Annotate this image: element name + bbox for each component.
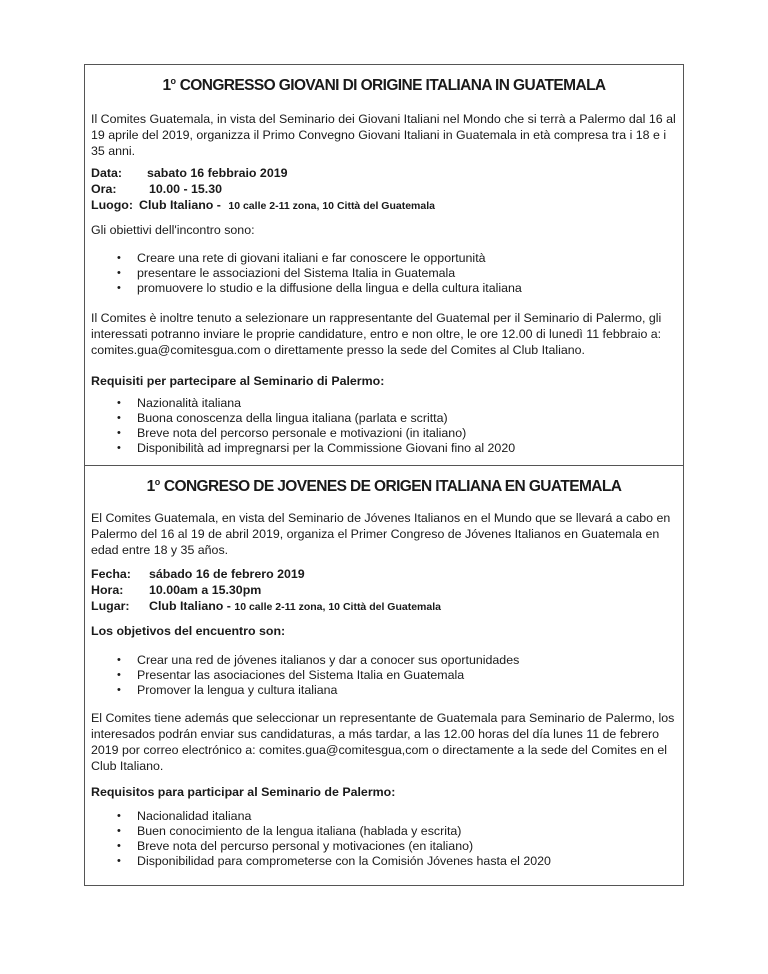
time-label: Ora: [91, 182, 117, 196]
italian-event-info [91, 165, 677, 213]
place-label: Lugar: [91, 599, 130, 613]
place-row [91, 598, 677, 614]
time-value: 10.00 - 15.30 [149, 182, 223, 196]
date-value: sábado 16 de febrero 2019 [149, 567, 305, 581]
spanish-objectives-list [91, 653, 677, 698]
italian-objectives-intro: Gli obiettivi dell'incontro sono: [91, 223, 255, 237]
italian-intro: Il Comites Guatemala, in vista del Seminario dei Giovani Italiani nel Mondo che si terrà a Palermo dal 16 al 19 aprile del 2019, organizza il Primo Convegno Giovani Italiani in Guatemala in età compresa tra i 18 e i 35 anni. [91, 112, 676, 158]
list-item: • Breve nota del percorso personale e motivazioni (in italiano) [91, 426, 677, 441]
place-address: 10 calle 2-11 zona, 10 Città del Guatemala [234, 601, 441, 613]
flyer-box [84, 64, 684, 886]
spanish-intro: El Comites Guatemala, en vista del Seminario de Jóvenes Italianos en el Mundo que se llevará a cabo en Palermo del 16 al 19 de abril 2019, organiza el Primer Congreso de Jóvenes Italianos en Guatemala en edad entre 18 y 35 años. [91, 511, 671, 557]
list-item: • Presentar las asociaciones del Sistema Italia en Guatemala [91, 668, 677, 683]
spanish-title: 1$^o$ CONGRESO DE JOVENES DE ORIGEN ITALIANA EN GUATEMALA [146, 477, 622, 495]
list-item: • Buen conocimiento de la lengua italiana (hablada y escrita) [91, 824, 677, 839]
list-item: • Crear una red de jóvenes italianos y dar a conocer sus oportunidades [91, 653, 677, 668]
list-item: • Nazionalità italiana [91, 396, 677, 411]
time-label: Hora: [91, 583, 124, 597]
italian-objectives-list [91, 251, 677, 296]
list-item: • Buona conoscenza della lingua italiana (parlata e scritta) [91, 411, 677, 426]
list-item: • Promover la lengua y cultura italiana [91, 683, 677, 698]
time-value: 10.00am a 15.30pm [149, 583, 262, 597]
time-row [91, 181, 677, 197]
place-value: Club Italiano - [139, 198, 221, 212]
list-item: • Disponibilità ad impregnarsi per la Commissione Giovani fino al 2020 [91, 441, 677, 456]
place-address: 10 calle 2-11 zona, 10 Città del Guatemala [228, 200, 435, 212]
spanish-requirements-list [91, 809, 677, 869]
date-row [91, 566, 677, 582]
time-row [91, 582, 677, 598]
italian-section [85, 65, 683, 465]
list-item: • presentare le associazioni del Sistema Italia in Guatemala [91, 266, 677, 281]
date-value: sabato 16 febbraio 2019 [147, 166, 288, 180]
spanish-event-info [91, 566, 677, 614]
place-value: Club Italiano - [149, 599, 231, 613]
place-row [91, 197, 677, 213]
spanish-selection-text: El Comites tiene además que seleccionar un representante de Guatemala para Seminario de Palermo, los interesados podrán enviar sus candidaturas, a más tardar, a las 12.00 horas del día lunes 11 de febrero 2019 por correo electrónico a: comites.gua@comitesgua,com o directamente a la sede del Comites en el Club Italiano. [91, 711, 675, 773]
italian-selection-text: Il Comites è inoltre tenuto a selezionare un rappresentante del Guatemal per il Seminario di Palermo, gli interessati potranno inviare le proprie candidature, entro e non oltre, le ore 12.00 di lunedì 11 febbraio a: comites.gua@comitesgua.com o direttamente presso la sede del Comites al Club Italiano. [91, 311, 662, 357]
place-label: Luogo: [91, 198, 133, 212]
list-item: • Breve nota del percurso personal y motivaciones (en italiano) [91, 839, 677, 854]
date-label: Data: [91, 166, 122, 180]
italian-requirements-list [91, 396, 677, 456]
spanish-section [85, 465, 683, 885]
italian-title: 1$^o$ CONGRESSO GIOVANI DI ORIGINE ITALIANA IN GUATEMALA [162, 76, 606, 94]
list-item: • Disponibilidad para comprometerse con la Comisión Jóvenes hasta el 2020 [91, 854, 677, 869]
spanish-objectives-intro: Los objetivos del encuentro son: [91, 624, 286, 638]
date-label: Fecha: [91, 567, 131, 581]
list-item: • Creare una rete di giovani italiani e far conoscere le opportunità [91, 251, 677, 266]
italian-requirements-heading: Requisiti per partecipare al Seminario di Palermo: [91, 374, 385, 388]
date-row [91, 165, 677, 181]
spanish-requirements-heading: Requisitos para participar al Seminario de Palermo: [91, 785, 396, 799]
list-item: • Nacionalidad italiana [91, 809, 677, 824]
list-item: • promuovere lo studio e la diffusione della lingua e della cultura italiana [91, 281, 677, 296]
